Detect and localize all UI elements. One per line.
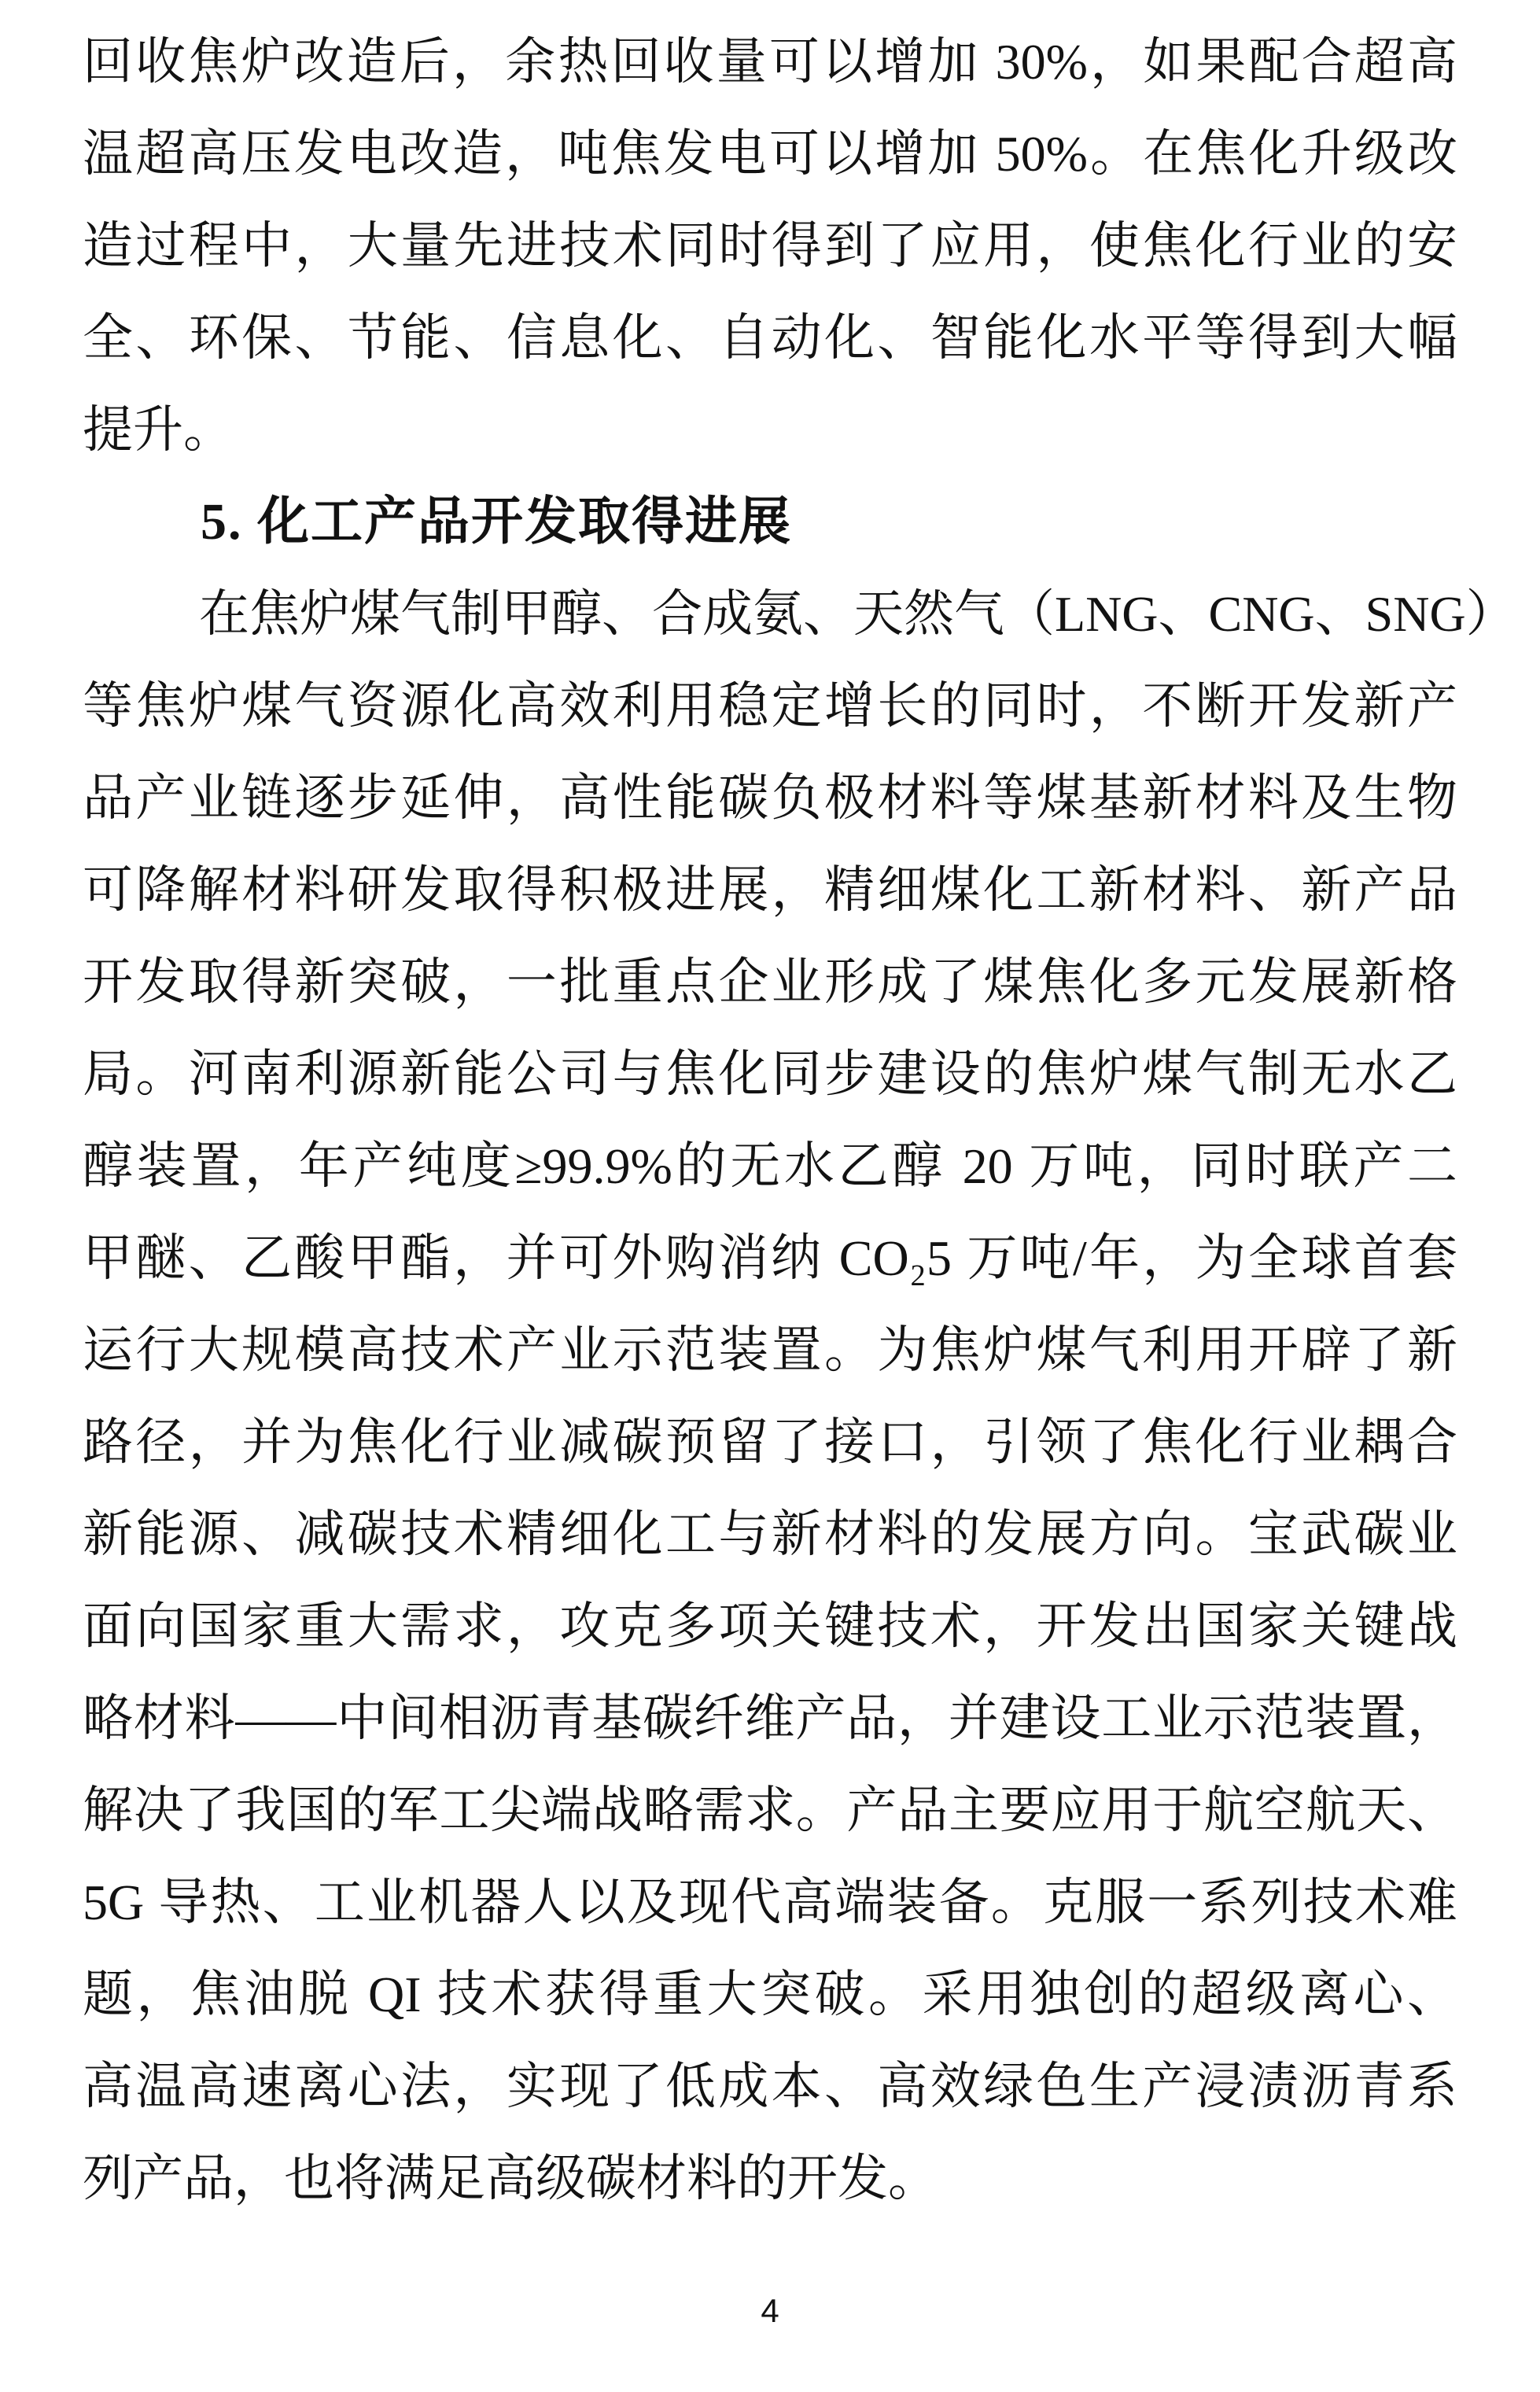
- text-line: 列产品，也将满足高级碳材料的开发。: [83, 2151, 938, 2206]
- text-line: 路径，并为焦化行业减碳预留了接口，引领了焦化行业耦合: [83, 1414, 1457, 1470]
- text-line: 局。河南利源新能公司与焦化同步建设的焦炉煤气制无水乙: [83, 1046, 1457, 1102]
- text-line: 面向国家重大需求，攻克多项关键技术，开发出国家关键战: [83, 1598, 1457, 1654]
- text-line: 等焦炉煤气资源化高效利用稳定增长的同时，不断开发新产: [83, 678, 1457, 734]
- text-line: 略材料——中间相沥青基碳纤维产品，并建设工业示范装置，: [83, 1690, 1457, 1746]
- section-heading: 5. 化工产品开发取得进展: [201, 493, 792, 551]
- text-line: 全、环保、节能、信息化、自动化、智能化水平等得到大幅: [83, 310, 1457, 366]
- text-line: 甲醚、乙酸甲酯，并可外购消纳 CO₂5 万吨/年，为全球首套: [83, 1230, 1457, 1286]
- text-line: 新能源、减碳技术精细化工与新材料的发展方向。宝武碳业: [83, 1506, 1457, 1562]
- text-line: 运行大规模高技术产业示范装置。为焦炉煤气利用开辟了新: [83, 1322, 1457, 1378]
- text-line: 在焦炉煤气制甲醇、合成氨、天然气（LNG、CNG、SNG）: [199, 586, 1516, 642]
- page-number: 4: [761, 2292, 779, 2329]
- text-line: 品产业链逐步延伸，高性能碳负极材料等煤基新材料及生物: [83, 770, 1457, 826]
- text-line: 回收焦炉改造后，余热回收量可以增加 30%，如果配合超高: [83, 34, 1457, 90]
- text-line: 解决了我国的军工尖端战略需求。产品主要应用于航空航天、: [83, 1782, 1457, 1838]
- text-line: 可降解材料研发取得积极进展，精细煤化工新材料、新产品: [83, 862, 1457, 918]
- text-line: 题，焦油脱 QI 技术获得重大突破。采用独创的超级离心、: [83, 1966, 1457, 2022]
- text-line: 开发取得新突破，一批重点企业形成了煤焦化多元发展新格: [83, 954, 1457, 1010]
- text-line: 高温高速离心法，实现了低成本、高效绿色生产浸渍沥青系: [83, 2058, 1457, 2114]
- text-line: 温超高压发电改造，吨焦发电可以增加 50%。在焦化升级改: [83, 126, 1457, 182]
- text-line: 醇装置，年产纯度≥99.9%的无水乙醇 20 万吨，同时联产二: [83, 1138, 1457, 1194]
- text-line: 5G 导热、工业机器人以及现代高端装备。克服一系列技术难: [83, 1874, 1457, 1930]
- text-column: [83, 16, 1516, 2224]
- text-line: 提升。: [83, 402, 234, 458]
- text-line: 造过程中，大量先进技术同时得到了应用，使焦化行业的安: [83, 218, 1457, 274]
